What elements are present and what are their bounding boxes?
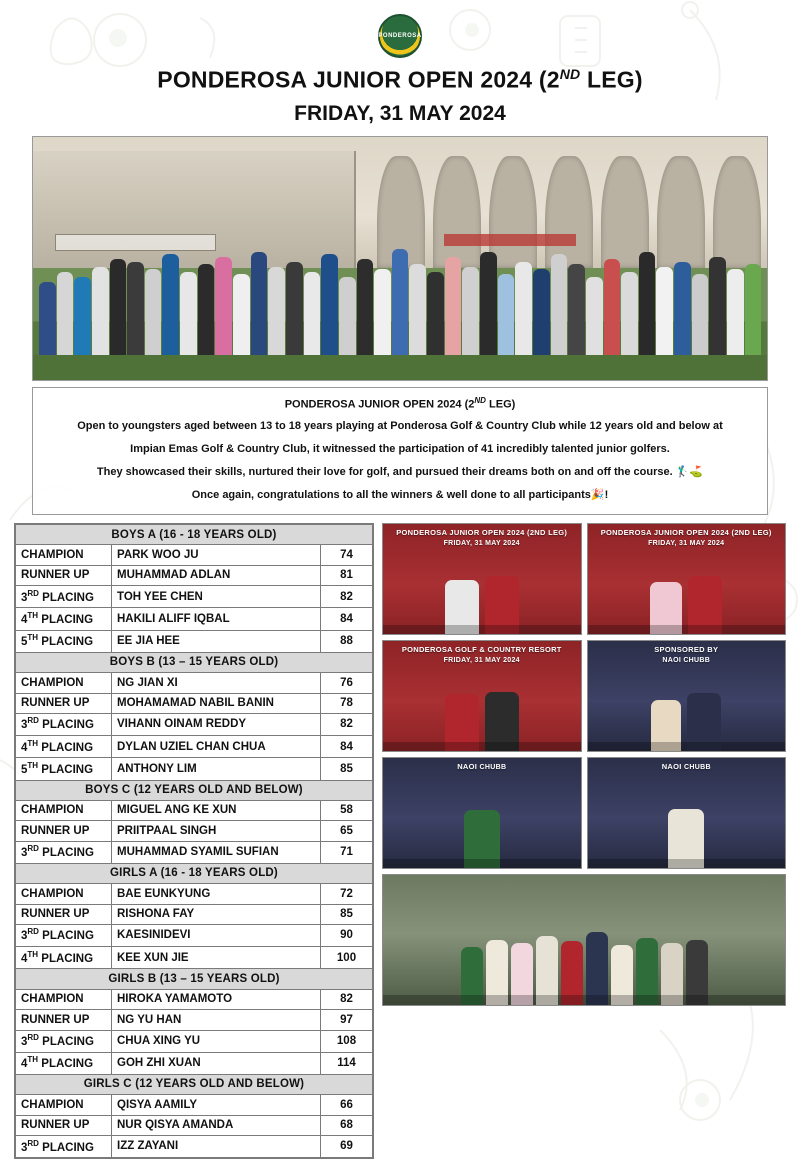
category-header-row	[16, 525, 373, 545]
photo-backdrop-line1: PONDEROSA JUNIOR OPEN 2024 (2ND LEG)	[600, 528, 772, 538]
placing-cell: RUNNER UP	[16, 821, 112, 841]
table-row	[16, 673, 373, 693]
player-name-cell: VIHANN OINAM REDDY	[112, 713, 321, 735]
player-name-cell: KAESINIDEVI	[112, 924, 321, 946]
description-paragraph-2: Impian Emas Golf & Country Club, it witnessed the participation of 41 incredibly talented junior golfers.	[130, 443, 670, 456]
score-cell: 85	[321, 758, 373, 780]
category-header-row	[16, 1074, 373, 1094]
photo-backdrop-text	[383, 762, 581, 772]
prize-photo-3	[382, 640, 582, 752]
description-box	[32, 387, 768, 515]
placing-cell: CHAMPION	[16, 884, 112, 904]
photo-figures	[383, 678, 581, 751]
placing-cell: 4TH PLACING	[16, 608, 112, 630]
player-name-cell: IZZ ZAYANI	[112, 1136, 321, 1158]
score-cell: 69	[321, 1136, 373, 1158]
table-row	[16, 821, 373, 841]
score-cell: 90	[321, 924, 373, 946]
placing-cell: 3RD PLACING	[16, 586, 112, 608]
category-title: GIRLS C (12 YEARS OLD AND BELOW)	[16, 1074, 373, 1094]
score-cell: 97	[321, 1010, 373, 1030]
placing-cell: 3RD PLACING	[16, 841, 112, 863]
photo-floor	[588, 859, 786, 868]
photo-row-2	[382, 640, 786, 752]
group-photo-winners	[382, 874, 786, 1006]
score-cell: 71	[321, 841, 373, 863]
placing-cell: RUNNER UP	[16, 565, 112, 585]
prize-photo-1	[382, 523, 582, 635]
photo-backdrop-text	[383, 645, 581, 666]
photo-backdrop-line2: FRIDAY, 31 MAY 2024	[648, 540, 725, 548]
player-name-cell: HIROKA YAMAMOTO	[112, 989, 321, 1009]
table-row	[16, 713, 373, 735]
description-paragraph-3: They showcased their skills, nurtured their love for golf, and pursued their dreams both on and off the course. 🏌️‍♂️⛳	[96, 466, 704, 479]
player-name-cell: BAE EUNKYUNG	[112, 884, 321, 904]
hero-grass	[33, 355, 767, 379]
description-title-ordinal: ND	[474, 395, 486, 405]
photo-backdrop-line1: SPONSORED BY	[654, 645, 719, 655]
hero-group-photo	[32, 136, 768, 381]
player-name-cell: HAKILI ALIFF IQBAL	[112, 608, 321, 630]
photo-backdrop-line2: FRIDAY, 31 MAY 2024	[443, 540, 520, 548]
photo-backdrop-line1: PONDEROSA GOLF & COUNTRY RESORT	[401, 645, 562, 655]
score-cell: 76	[321, 673, 373, 693]
score-cell: 114	[321, 1052, 373, 1074]
photo-backdrop-line2: CHUBB	[684, 764, 711, 772]
category-title: BOYS A (16 - 18 YEARS OLD)	[16, 525, 373, 545]
placing-cell: 3RD PLACING	[16, 713, 112, 735]
score-cell: 85	[321, 904, 373, 924]
score-cell: 82	[321, 989, 373, 1009]
score-cell: 66	[321, 1095, 373, 1115]
category-title: GIRLS A (16 - 18 YEARS OLD)	[16, 863, 373, 883]
photo-backdrop-text	[383, 528, 581, 549]
description-title-suffix: LEG)	[485, 398, 516, 411]
page-title-ordinal: ND	[559, 66, 581, 82]
description-title-prefix: PONDEROSA JUNIOR OPEN 2024 (2	[284, 398, 475, 411]
placing-cell: CHAMPION	[16, 989, 112, 1009]
score-cell: 74	[321, 545, 373, 565]
placing-cell: 5TH PLACING	[16, 630, 112, 652]
player-name-cell: CHUA XING YU	[112, 1030, 321, 1052]
score-cell: 65	[321, 821, 373, 841]
page-title	[14, 66, 786, 94]
score-cell: 78	[321, 693, 373, 713]
photo-figures	[588, 561, 786, 634]
player-name-cell: KEE XUN JIE	[112, 947, 321, 969]
score-cell: 84	[321, 608, 373, 630]
table-row	[16, 736, 373, 758]
category-header-row	[16, 863, 373, 883]
player-name-cell: MOHAMAMAD NABIL BANIN	[112, 693, 321, 713]
table-row	[16, 693, 373, 713]
table-row	[16, 1095, 373, 1115]
player-name-cell: PRIITPAAL SINGH	[112, 821, 321, 841]
score-cell: 58	[321, 800, 373, 820]
player-name-cell: GOH ZHI XUAN	[112, 1052, 321, 1074]
photo-row-1	[382, 523, 786, 635]
logo-wrap	[14, 10, 786, 62]
photo-backdrop-line2: CHUBB	[479, 764, 507, 772]
photo-backdrop-line1: NAOI	[457, 762, 478, 772]
photo-figures	[383, 561, 581, 634]
player-name-cell: MIGUEL ANG KE XUN	[112, 800, 321, 820]
photo-row-4	[382, 874, 786, 1006]
score-cell: 100	[321, 947, 373, 969]
player-name-cell: MUHAMMAD SYAMIL SUFIAN	[112, 841, 321, 863]
player-name-cell: NUR QISYA AMANDA	[112, 1115, 321, 1135]
score-cell: 72	[321, 884, 373, 904]
photo-figures	[383, 795, 581, 868]
player-name-cell: EE JIA HEE	[112, 630, 321, 652]
player-name-cell: QISYA AAMILY	[112, 1095, 321, 1115]
placing-cell: 4TH PLACING	[16, 736, 112, 758]
results-table	[15, 524, 373, 1158]
logo-caption: PONDEROSA	[378, 32, 422, 39]
player-name-cell: PARK WOO JU	[112, 545, 321, 565]
category-header-row	[16, 969, 373, 989]
table-row	[16, 841, 373, 863]
photo-backdrop-line1: PONDEROSA JUNIOR OPEN 2024 (2ND LEG)	[396, 528, 568, 538]
results-and-photos	[14, 523, 786, 1159]
placing-cell: CHAMPION	[16, 1095, 112, 1115]
results-table-wrap	[14, 523, 374, 1159]
table-row	[16, 1030, 373, 1052]
photo-backdrop-text	[588, 645, 786, 666]
table-row	[16, 630, 373, 652]
table-row	[16, 586, 373, 608]
player-name-cell: NG YU HAN	[112, 1010, 321, 1030]
table-row	[16, 565, 373, 585]
table-row	[16, 1115, 373, 1135]
table-row	[16, 924, 373, 946]
table-row	[16, 758, 373, 780]
table-row	[16, 1052, 373, 1074]
placing-cell: RUNNER UP	[16, 904, 112, 924]
placing-cell: RUNNER UP	[16, 1010, 112, 1030]
placing-cell: 3RD PLACING	[16, 1136, 112, 1158]
photo-backdrop-text	[588, 528, 786, 549]
placing-cell: 3RD PLACING	[16, 1030, 112, 1052]
placing-cell: 5TH PLACING	[16, 758, 112, 780]
player-name-cell: ANTHONY LIM	[112, 758, 321, 780]
score-cell: 84	[321, 736, 373, 758]
player-name-cell: DYLAN UZIEL CHAN CHUA	[112, 736, 321, 758]
photo-floor	[588, 742, 786, 751]
prize-photo-4	[587, 640, 787, 752]
placing-cell: 4TH PLACING	[16, 947, 112, 969]
photo-floor	[383, 625, 581, 634]
placing-cell: CHAMPION	[16, 673, 112, 693]
score-cell: 108	[321, 1030, 373, 1052]
placing-cell: RUNNER UP	[16, 1115, 112, 1135]
photo-backdrop-line2: FRIDAY, 31 MAY 2024	[443, 657, 520, 665]
photo-row-3	[382, 757, 786, 869]
category-header-row	[16, 780, 373, 800]
footer-space	[14, 1159, 786, 1165]
player-name-cell: NG JIAN XI	[112, 673, 321, 693]
photo-backdrop-text	[588, 762, 786, 772]
category-title: BOYS C (12 YEARS OLD AND BELOW)	[16, 780, 373, 800]
score-cell: 88	[321, 630, 373, 652]
score-cell: 68	[321, 1115, 373, 1135]
player-name-cell: MUHAMMAD ADLAN	[112, 565, 321, 585]
photo-figures	[383, 911, 785, 1005]
category-header-row	[16, 652, 373, 672]
photo-floor	[383, 742, 581, 751]
placing-cell: CHAMPION	[16, 800, 112, 820]
category-title: GIRLS B (13 – 15 YEARS OLD)	[16, 969, 373, 989]
player-name-cell: TOH YEE CHEN	[112, 586, 321, 608]
table-row	[16, 1010, 373, 1030]
description-paragraph-4: Once again, congratulations to all the winners & well done to all participants🎉!	[191, 489, 609, 502]
prize-photo-5	[382, 757, 582, 869]
page-title-tail: LEG)	[580, 66, 643, 93]
page-title-text: PONDEROSA JUNIOR OPEN 2024 (2	[157, 66, 560, 93]
score-cell: 82	[321, 586, 373, 608]
table-row	[16, 608, 373, 630]
table-row	[16, 904, 373, 924]
photo-backdrop-line2: NAOI CHUBB	[662, 657, 711, 665]
description-paragraph-1: Open to youngsters aged between 13 to 18 years playing at Ponderosa Golf & Country Club while 12 years old and below at	[77, 420, 723, 433]
score-cell: 82	[321, 713, 373, 735]
table-row	[16, 800, 373, 820]
table-row	[16, 884, 373, 904]
table-row	[16, 545, 373, 565]
placing-cell: 4TH PLACING	[16, 1052, 112, 1074]
page-subtitle: FRIDAY, 31 MAY 2024	[294, 101, 506, 125]
description-title	[49, 396, 751, 411]
photo-floor	[383, 995, 785, 1005]
ponderosa-logo-icon	[378, 14, 422, 58]
placing-cell: 3RD PLACING	[16, 924, 112, 946]
placing-cell: CHAMPION	[16, 545, 112, 565]
photo-figures	[588, 678, 786, 751]
photo-figures	[588, 795, 786, 868]
photo-floor	[383, 859, 581, 868]
table-row	[16, 1136, 373, 1158]
player-name-cell: RISHONA FAY	[112, 904, 321, 924]
placing-cell: RUNNER UP	[16, 693, 112, 713]
prize-photo-2	[587, 523, 787, 635]
photo-backdrop-line1: NAOI	[661, 762, 682, 772]
table-row	[16, 947, 373, 969]
score-cell: 81	[321, 565, 373, 585]
photo-grid	[382, 523, 786, 1006]
photo-floor	[588, 625, 786, 634]
table-row	[16, 989, 373, 1009]
category-title: BOYS B (13 – 15 YEARS OLD)	[16, 652, 373, 672]
hero-people	[33, 234, 767, 360]
prize-photo-6	[587, 757, 787, 869]
